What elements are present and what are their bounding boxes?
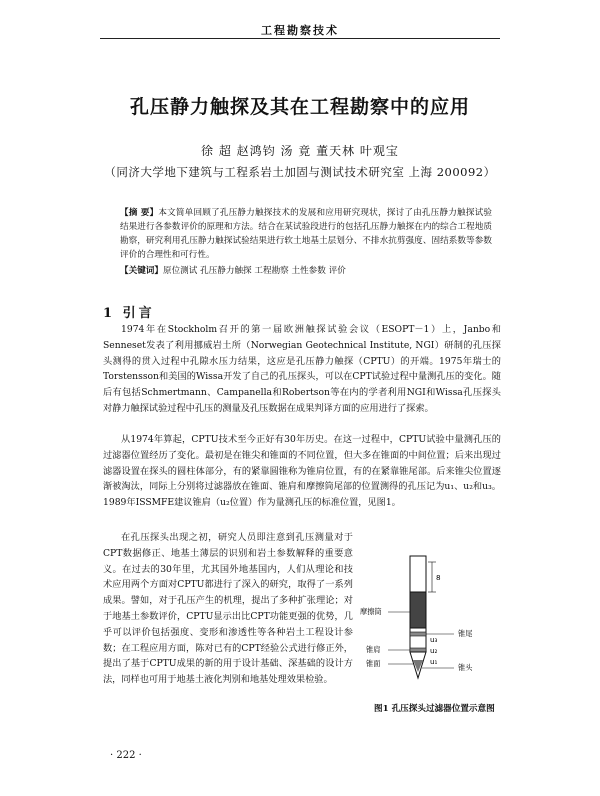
filter-u3-shape	[410, 632, 426, 636]
label-cone-face: 锥面	[366, 659, 381, 668]
body-paragraph-1: 1974年在Stockholm召开的第一届欧洲触探试验会议（ESOPT－1）上，Janbo和Senneset发表了利用挪威岩土所（Norwegian Geotechnical Institute, NGI）研制的孔压探头测得的贯入过程中孔隙水压力结果，这应是孔压静力触探（CPTU）的开端。1975年瑞士的Torstensson和美国的Wissa开发了自己的孔压探头，可以在CPT试验过程中量测孔压的变化。随后有包括Schmertmann、Campanella和Robertson等在内的学者利用NGI和Wissa孔压探头对静力触探试验过程中孔压的测量及孔压数据在成果判译方面的应用进行了探索。	[103, 324, 501, 414]
filter-u2-shape	[410, 648, 426, 652]
keywords	[120, 264, 492, 278]
page-number: · 222 ·	[110, 750, 142, 761]
keywords-text: 原位测试 孔压静力触探 工程勘察 土性参数 评价	[162, 266, 346, 276]
article-title: 孔压静力触探及其在工程勘察中的应用	[129, 96, 470, 118]
figure-piezocone-diagram	[358, 552, 508, 692]
friction-sleeve-shape	[410, 592, 426, 628]
section-heading-introduction: 1 引言	[103, 306, 155, 321]
keywords-label: 【关键词】	[120, 266, 163, 276]
label-u1: u₁	[430, 657, 438, 666]
body-paragraph-3: 在孔压探头出现之初，研究人员即注意到孔压测量对于CPT数据修正、地基土薄层的识别和岩土参数解释的重要意义。在过去的30年里，尤其国外地基国内，人们从理论和技术应用两个方面对CPTU都进行了深入的研究，取得了一系列成果。譬如，对于孔压产生的机理，提出了多种扩张理论；对于地基土参数评价，CPTU显示出比CPT功能更强的优势，几乎可以评价包括强度、变形和渗透性等各种岩土工程设计参数；在工程应用方面，陈对已有的CPT经验公式进行修正外，提出了基于CPTU成果的新的用于设计基础、深基础的设计方法，同样也可用于地基土液化判别和地基处理效果检验。	[103, 532, 353, 686]
article-affiliation: （同济大学地下建筑与工程系岩土加固与测试技术研究室 上海 200092）	[104, 165, 496, 179]
label-cone-tip: 锥头	[458, 663, 473, 672]
label-cone-tail: 锥尾	[458, 629, 473, 638]
label-cone-shoulder: 锥肩	[366, 645, 381, 654]
abstract-text: 本文简单回顾了孔压静力触探技术的发展和应用研究现状，探讨了由孔压静力触探试验结果进行各参数评价的原理和方法。结合在某试验段进行的包括孔压静力触探在内的综合工程地质勘察，研究利用孔压静力触探试验结果进行软土地基土层划分、不排水抗剪强度、固结系数等参数评价的合理性和可行性。	[120, 208, 492, 260]
body-paragraph-2: 从1974年算起，CPTU技术至今正好有30年历史。在这一过程中，CPTU试验中量测孔压的过滤器位置经历了变化。最初是在锥尖和锥面的不同位置，但大多在锥面的中间位置；后来出现过滤器设置在探头的圆柱体部分，有的紧靠圆锥称为锥肩位置，有的在紧靠锥尾部。后来锥尖位置逐渐被淘汰，同际上分别将过滤器放在锥面、锥肩和摩擦筒尾部的位置测得的孔压记为u₁、u₂和u₃。1989年ISSMFE建议锥肩（u₂位置）作为量测孔压的标准位置，见图1。	[103, 434, 501, 509]
article-authors: 徐 超 赵鸿钧 汤 竟 董天林 叶观宝	[201, 144, 399, 158]
label-friction-sleeve: 摩擦筒	[360, 607, 382, 616]
header-rule	[100, 38, 500, 39]
abstract-label: 【摘 要】	[120, 208, 159, 218]
piezocone-svg	[358, 552, 508, 692]
figure-caption: 图1 孔压探头过滤器位置示意图	[374, 704, 495, 714]
abstract	[120, 206, 492, 262]
label-u3: u₃	[430, 635, 438, 644]
label-dimension: 8	[436, 573, 441, 582]
running-header: 工程勘察技术	[261, 24, 339, 37]
label-u2: u₂	[430, 646, 438, 655]
